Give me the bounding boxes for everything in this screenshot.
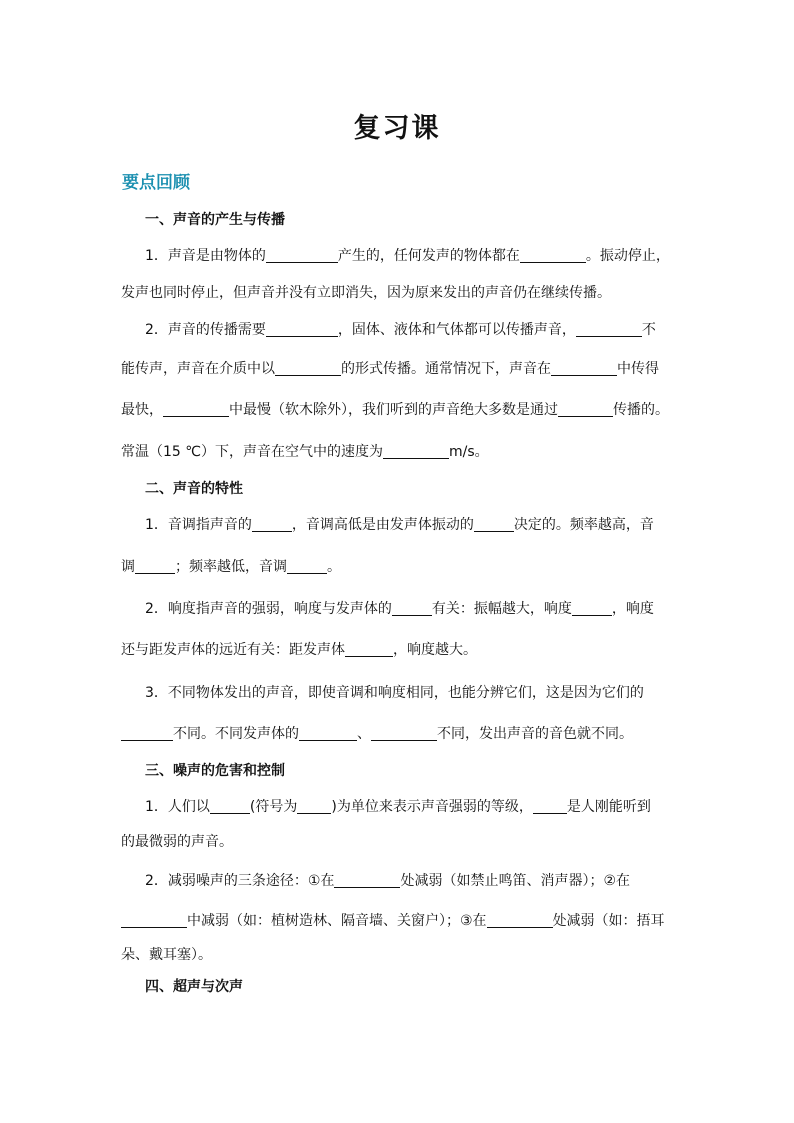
text: 、 xyxy=(357,726,371,742)
text: 2．响度指声音的强弱，响度与发声体的 xyxy=(145,601,392,617)
text: 处减弱（如：捂耳 xyxy=(552,913,665,929)
text: 2．减弱噪声的三条途径：①在 xyxy=(145,873,335,889)
text: 不 xyxy=(641,322,656,338)
text: 1．音调指声音的 xyxy=(145,517,252,533)
text: 产生的，任何发声的物体都在 xyxy=(337,248,520,264)
blank[interactable] xyxy=(266,322,338,337)
section-heading: 要点回顾 xyxy=(122,173,190,193)
text: 能传声，声音在介质中以 xyxy=(121,361,275,377)
text: 中减弱（如：植树造林、隔音墙、关窗户）；③在 xyxy=(187,913,487,929)
page-title: 复习课 xyxy=(353,113,441,144)
heading-sound-production: 一、声音的产生与传播 xyxy=(145,212,285,228)
text: 有关：振幅越大，响度 xyxy=(431,601,572,617)
text: ，音调高低是由发声体振动的 xyxy=(291,517,474,533)
paragraph-line xyxy=(145,245,670,265)
heading-noise-control: 三、噪声的危害和控制 xyxy=(145,763,285,779)
paragraph-line xyxy=(121,441,489,461)
text: 处减弱（如禁止鸣笛、消声器）；②在 xyxy=(400,873,631,889)
paragraph-line xyxy=(145,598,654,618)
text: 还与距发声体的远近有关：距发声体 xyxy=(121,642,345,658)
paragraph-line: 发声也同时停止，但声音并没有立即消失，因为原来发出的声音仍在继续传播。 xyxy=(121,285,611,301)
blank[interactable] xyxy=(299,726,357,741)
blank[interactable] xyxy=(163,402,229,417)
blank[interactable] xyxy=(345,642,393,657)
text: 。振动停止， xyxy=(585,248,670,264)
blank[interactable] xyxy=(287,559,327,574)
blank[interactable] xyxy=(533,799,567,814)
blank[interactable] xyxy=(275,361,341,376)
blank[interactable] xyxy=(121,726,173,741)
text: (符号为 xyxy=(249,799,298,815)
blank[interactable] xyxy=(474,517,514,532)
blank[interactable] xyxy=(252,517,292,532)
blank[interactable] xyxy=(334,873,400,888)
text: 调 xyxy=(121,559,135,575)
paragraph-line: 3．不同物体发出的声音，即使音调和响度相同，也能分辨它们，这是因为它们的 xyxy=(145,685,644,701)
blank[interactable] xyxy=(135,559,175,574)
blank[interactable] xyxy=(572,601,612,616)
text: 中最慢（软木除外），我们听到的声音绝大多数是通过 xyxy=(229,402,558,418)
paragraph-line xyxy=(121,556,341,576)
blank[interactable] xyxy=(551,361,617,376)
paragraph-line: 朵、戴耳塞）。 xyxy=(121,947,212,963)
paragraph-line xyxy=(121,723,633,743)
text: 的形式传播。通常情况下，声音在 xyxy=(341,361,551,377)
paragraph-line xyxy=(145,514,654,534)
text: 传播的。 xyxy=(613,402,669,418)
paragraph-line xyxy=(121,399,669,419)
text: m/s。 xyxy=(449,444,489,460)
text: 常温（15 ℃）下，声音在空气中的速度为 xyxy=(121,444,383,460)
text: 2．声音的传播需要 xyxy=(145,322,266,338)
paragraph-line xyxy=(145,319,665,339)
paragraph-line xyxy=(145,796,651,816)
text: )为单位来表示声音强弱的等级， xyxy=(331,799,533,815)
blank[interactable] xyxy=(383,444,449,459)
text: 。 xyxy=(327,559,341,575)
paragraph-line xyxy=(121,910,665,930)
blank[interactable] xyxy=(558,402,613,417)
text: 1．声音是由物体的 xyxy=(145,248,266,264)
heading-sound-characteristics: 二、声音的特性 xyxy=(145,481,243,497)
text: 不同，发出声音的音色就不同。 xyxy=(437,726,633,742)
blank[interactable] xyxy=(371,726,437,741)
blank[interactable] xyxy=(121,913,187,928)
text: 是人刚能听到 xyxy=(566,799,651,815)
text: 中传得 xyxy=(617,361,659,377)
text: 不同。不同发声体的 xyxy=(173,726,299,742)
text: 决定的。频率越高，音 xyxy=(513,517,654,533)
blank[interactable] xyxy=(210,799,250,814)
paragraph-line xyxy=(145,870,630,890)
text: ，固体、液体和气体都可以传播声音， xyxy=(337,322,576,338)
blank[interactable] xyxy=(392,601,432,616)
blank[interactable] xyxy=(576,322,642,337)
blank[interactable] xyxy=(297,799,331,814)
blank[interactable] xyxy=(266,248,338,263)
blank[interactable] xyxy=(520,248,586,263)
text: 1．人们以 xyxy=(145,799,210,815)
text: ；频率越低，音调 xyxy=(175,559,287,575)
heading-ultrasound-infrasound: 四、超声与次声 xyxy=(145,979,243,995)
text: ，响度 xyxy=(611,601,654,617)
blank[interactable] xyxy=(487,913,553,928)
text: 最快， xyxy=(121,402,163,418)
paragraph-line: 的最微弱的声音。 xyxy=(121,834,233,850)
paragraph-line xyxy=(121,358,659,378)
paragraph-line xyxy=(121,639,477,659)
text: ，响度越大。 xyxy=(393,642,477,658)
